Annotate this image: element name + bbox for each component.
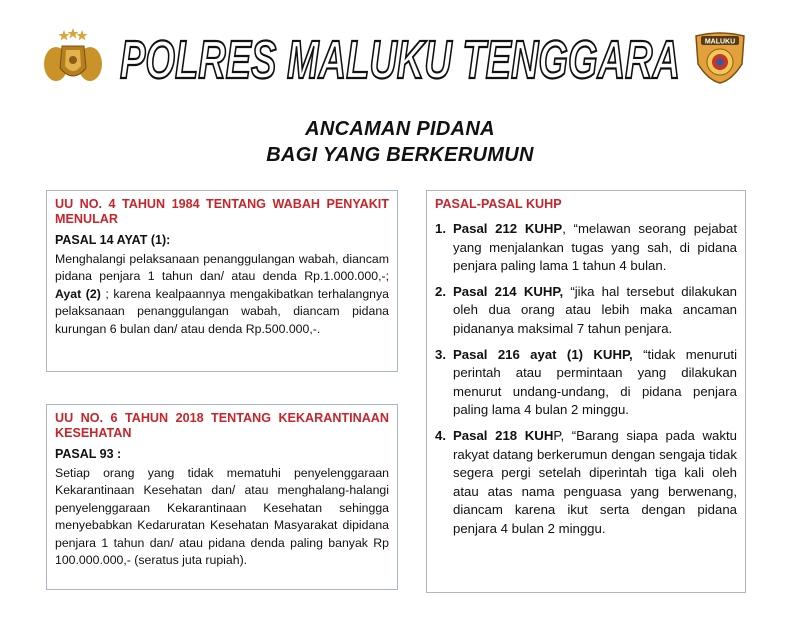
list-item-number: 2. — [435, 283, 446, 299]
uu-wabah-ayat2: Ayat (2) — [55, 286, 101, 301]
list-item — [435, 220, 737, 276]
uu-karantina-text: Setiap orang yang tidak mematuhi penyelenggaraan Kekarantinaan Kesehatan dan/ atau menghalang-halangi penyelenggaraan Kekarantinaan Kesehatan sehingga menyebabkan Kedaruratan Kesehatan Masyarakat dipidana penjara 1 tahun dan/ atau pidana denda paling banyak Rp 100.000.000,- (seratus juta rupiah). — [55, 466, 389, 568]
list-item-text: “jika hal tersebut dilakukan oleh dua orang atau lebih maka ancaman pidananya maksimal 7 tahun penjara. — [453, 283, 737, 336]
list-item-head: Pasal 214 KUHP, — [453, 283, 564, 299]
subtitle-line-2: BAGI YANG BERKERUMUN — [266, 144, 534, 166]
list-item-text: “tidak menuruti perintah atau permintaan yang dilakukan menurut undang-undang, di pidana penjara paling lama 4 bulan 2 minggu. — [453, 346, 737, 418]
list-item-number: 4. — [435, 427, 446, 443]
polri-emblem-logo — [42, 28, 104, 86]
list-item-head: Pasal 212 KUHP — [453, 221, 563, 236]
list-item-number: 3. — [435, 346, 446, 362]
main-title — [110, 20, 690, 96]
uu-wabah-text-part2: ; karena kealpaannya mengakibatkan terhalangnya pelaksanaan penanggulangan wabah, diancam pidana kurungan 6 bulan dan/ atau denda Rp.500.000,-. — [55, 286, 389, 336]
list-item-text: P, “Barang siapa pada waktu rakyat datang berkerumun dengan sengaja tidak segera pergi setelah diperintah tiga kali oleh atau atas nama penguasa yang berwenang, diancam karena ikut serta dengan pidana penjara 4 bulan 2 minggu. — [453, 427, 737, 536]
list-item — [435, 283, 737, 339]
list-item-head: Pasal 216 ayat (1) KUHP, — [453, 346, 633, 362]
list-item — [435, 346, 737, 420]
kuhp-box — [426, 190, 746, 593]
uu-karantina-pasal: PASAL 93 : — [55, 447, 122, 461]
main-title-text: POLRES MALUKU TENGGARA — [120, 30, 680, 90]
uu-karantina-heading: UU NO. 6 TAHUN 2018 TENTANG KEKARANTINAAN KESEHATAN — [55, 411, 389, 440]
uu-wabah-text — [55, 251, 389, 338]
list-item — [435, 427, 737, 539]
list-item-text: , “melawan seorang pejabat yang menjalankan tugas yang sah, di pidana penjara paling lama 1 tahun 4 bulan. — [453, 221, 737, 274]
maluku-police-badge-logo — [692, 30, 748, 84]
subtitle-line-1: ANCAMAN PIDANA — [305, 118, 495, 140]
badge-text: MALUKU — [704, 38, 736, 46]
kuhp-list — [435, 220, 737, 539]
uu-wabah-heading: UU NO. 4 TAHUN 1984 TENTANG WABAH PENYAKIT MENULAR — [55, 197, 389, 226]
list-item-head: Pasal 218 KUH — [453, 427, 554, 443]
uu-wabah-text-part1: Menghalangi pelaksanaan penanggulangan wabah, diancam pidana penjara 1 tahun dan/ atau denda Rp.1.000.000,-; — [55, 252, 389, 284]
uu-wabah-box — [46, 190, 398, 372]
uu-wabah-pasal: PASAL 14 AYAT (1): — [55, 233, 171, 247]
uu-karantina-box — [46, 404, 398, 590]
kuhp-heading: PASAL-PASAL KUHP — [435, 197, 562, 211]
list-item-number: 1. — [435, 221, 446, 236]
